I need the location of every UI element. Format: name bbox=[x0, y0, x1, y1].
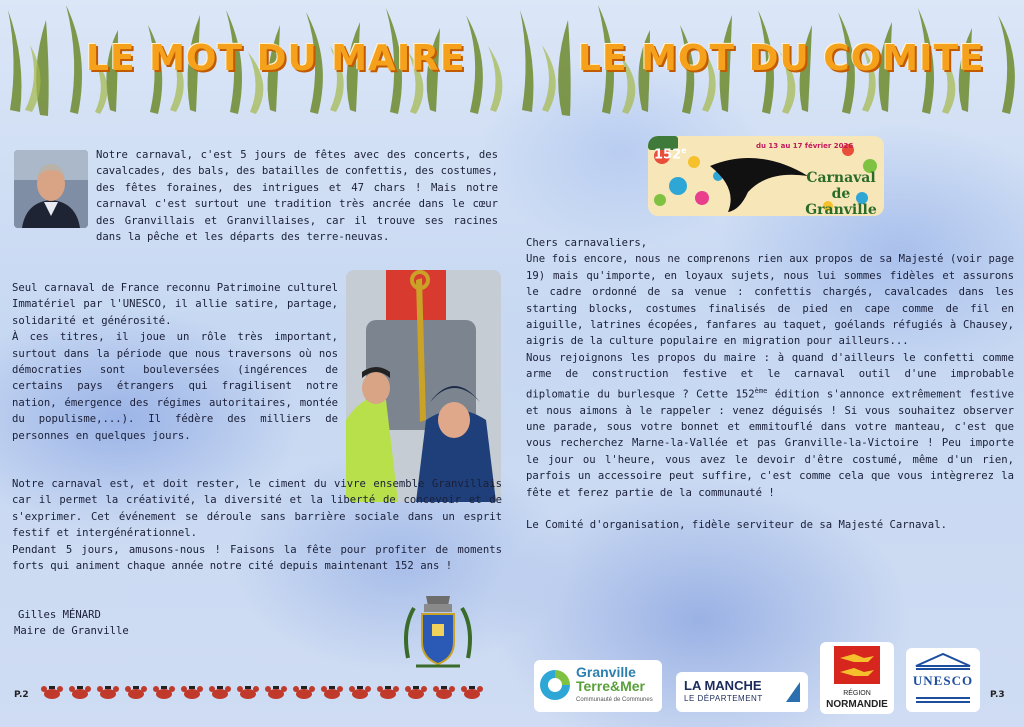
crab-icon bbox=[432, 683, 456, 701]
crab-icon bbox=[124, 683, 148, 701]
crab-icon bbox=[376, 683, 400, 701]
mayor-paragraph-5: Pendant 5 jours, amusons-nous ! Faisons la fête pour profiter de moments forts qui animent chaque année notre cité depuis maintenant 152 ans ! bbox=[12, 543, 502, 573]
carnival-name: Carnaval de Granville bbox=[805, 170, 877, 216]
crab-icon bbox=[264, 683, 288, 701]
unesco-logo: UNESCO bbox=[906, 648, 980, 712]
page-title: LE MOT DU COMITE bbox=[578, 38, 985, 79]
crab-icon bbox=[404, 683, 428, 701]
granville-terre-mer-logo: Granville Terre&Mer Communauté de Communes bbox=[534, 660, 662, 712]
page-number: P.2 bbox=[14, 690, 29, 700]
carnival-banner bbox=[648, 136, 884, 216]
mayor-signature bbox=[14, 607, 129, 640]
granville-coat-of-arms-icon bbox=[400, 588, 476, 674]
normandy-flag-icon bbox=[834, 646, 880, 684]
crab-icon bbox=[208, 683, 232, 701]
mayor-conclusion bbox=[12, 476, 502, 574]
crab-icon bbox=[348, 683, 372, 701]
mayor-paragraph-2: Seul carnaval de France reconnu Patrimoine culturel Immatériel par l'UNESCO, il allie satire, partage, solidarité et générosité. bbox=[12, 282, 338, 327]
mayor-intro bbox=[96, 147, 498, 245]
crab-icon bbox=[96, 683, 120, 701]
signature-role: Maire de Granville bbox=[14, 625, 129, 638]
crab-icon bbox=[180, 683, 204, 701]
page-title: LE MOT DU MAIRE bbox=[86, 38, 466, 79]
committee-paragraph-1: Une fois encore, nous ne comprenons rien aux propos de sa Majesté (voir page 19) mais qu'importe, en loyaux sujets, nous lui sommes fidèles et assurons le cadre ordonné de sa venue : confettis chargés, cavalcades dans les starting blocks, costumes finalisés de pied en cape comme de fil en aiguille, latrines écopées, fanfares au taquet, goélands réfugiés à Chausey, aigris de la culture populaire en migration pour ailleurs... bbox=[526, 253, 1014, 348]
crab-icon bbox=[460, 683, 484, 701]
signature-name: Gilles MÉNARD bbox=[18, 609, 101, 621]
committee-closing: Le Comité d'organisation, fidèle serviteur de sa Majesté Carnaval. bbox=[526, 519, 947, 532]
carnival-photo bbox=[346, 270, 501, 502]
gtm-swirl-icon bbox=[538, 668, 572, 702]
mayor-paragraph-4: Notre carnaval est, et doit rester, le ciment du vivre ensemble Granvillais car il permet la créativité, la diversité et la liberté de concevoir et de s'exprimer. Cet événement se déroule sans barrière sociale dans un esprit festif et intergénérationnel. bbox=[12, 478, 502, 540]
greeting: Chers carnavaliers, bbox=[526, 237, 648, 249]
crab-icon bbox=[152, 683, 176, 701]
crab-border bbox=[40, 683, 484, 701]
carnival-dates: du 13 au 17 février 2026 bbox=[756, 142, 854, 150]
crab-icon bbox=[292, 683, 316, 701]
right-page bbox=[512, 0, 1024, 727]
region-normandie-logo: RÉGION NORMANDIE bbox=[820, 642, 894, 714]
crab-icon bbox=[40, 683, 64, 701]
sail-icon bbox=[782, 680, 802, 704]
crab-icon bbox=[236, 683, 260, 701]
mayor-paragraph-1: Notre carnaval, c'est 5 jours de fêtes avec des concerts, des cavalcades, des bals, des batailles de confettis, des costumes, des fêtes foraines, des intrigues et 47 chars ! Mais notre carnaval c'est surtout une tradition très ancrée dans le cœur des Granvillais et Granvillaises, car il trouve ses racines dans la pêche et les départs des terre-neuvas. bbox=[96, 149, 498, 244]
crab-icon bbox=[68, 683, 92, 701]
committee-letter bbox=[526, 235, 1014, 533]
page-number: P.3 bbox=[990, 690, 1005, 700]
committee-paragraph-2: Nous rejoignons les propos du maire : à quand d'ailleurs le confetti comme arme de construction festive et le carnaval outil d'une improbable diplomatie du burlesque ? Cette 152ème édition s'annonce extrêmement festive et nous aimons à le rappeler : venez déguisés ! Si vous souhaitez observer une parade, sous votre bonnet et emmitouflé dans votre manteau, c'est que vous recherchez Marne-la-Vallée et pas Granville-la-Victoire ! Peu importe le jour ou l'heure, vous avez le devoir d'être costumé, même d'un rien, parfois un accessoire peut suffire, c'est comme cela que vous intègrerez la fête et ferez partie de la communauté ! bbox=[526, 351, 1014, 499]
mayor-portrait bbox=[14, 150, 88, 228]
crab-icon bbox=[320, 683, 344, 701]
mayor-middle bbox=[12, 280, 338, 444]
edition-number: 152e bbox=[654, 146, 687, 163]
la-manche-logo: LA MANCHE LE DÉPARTEMENT bbox=[676, 672, 808, 712]
mayor-paragraph-3: À ces titres, il joue un rôle très important, surtout dans la période que nous traversons où nos démocraties sont bouleversées (ingérences de certains pays étrangers qui fragilisent notre nation, émergence des régimes autoritaires, montée du populisme,...). Il fédère des milliers de personnes en quelques jours. bbox=[12, 331, 338, 442]
